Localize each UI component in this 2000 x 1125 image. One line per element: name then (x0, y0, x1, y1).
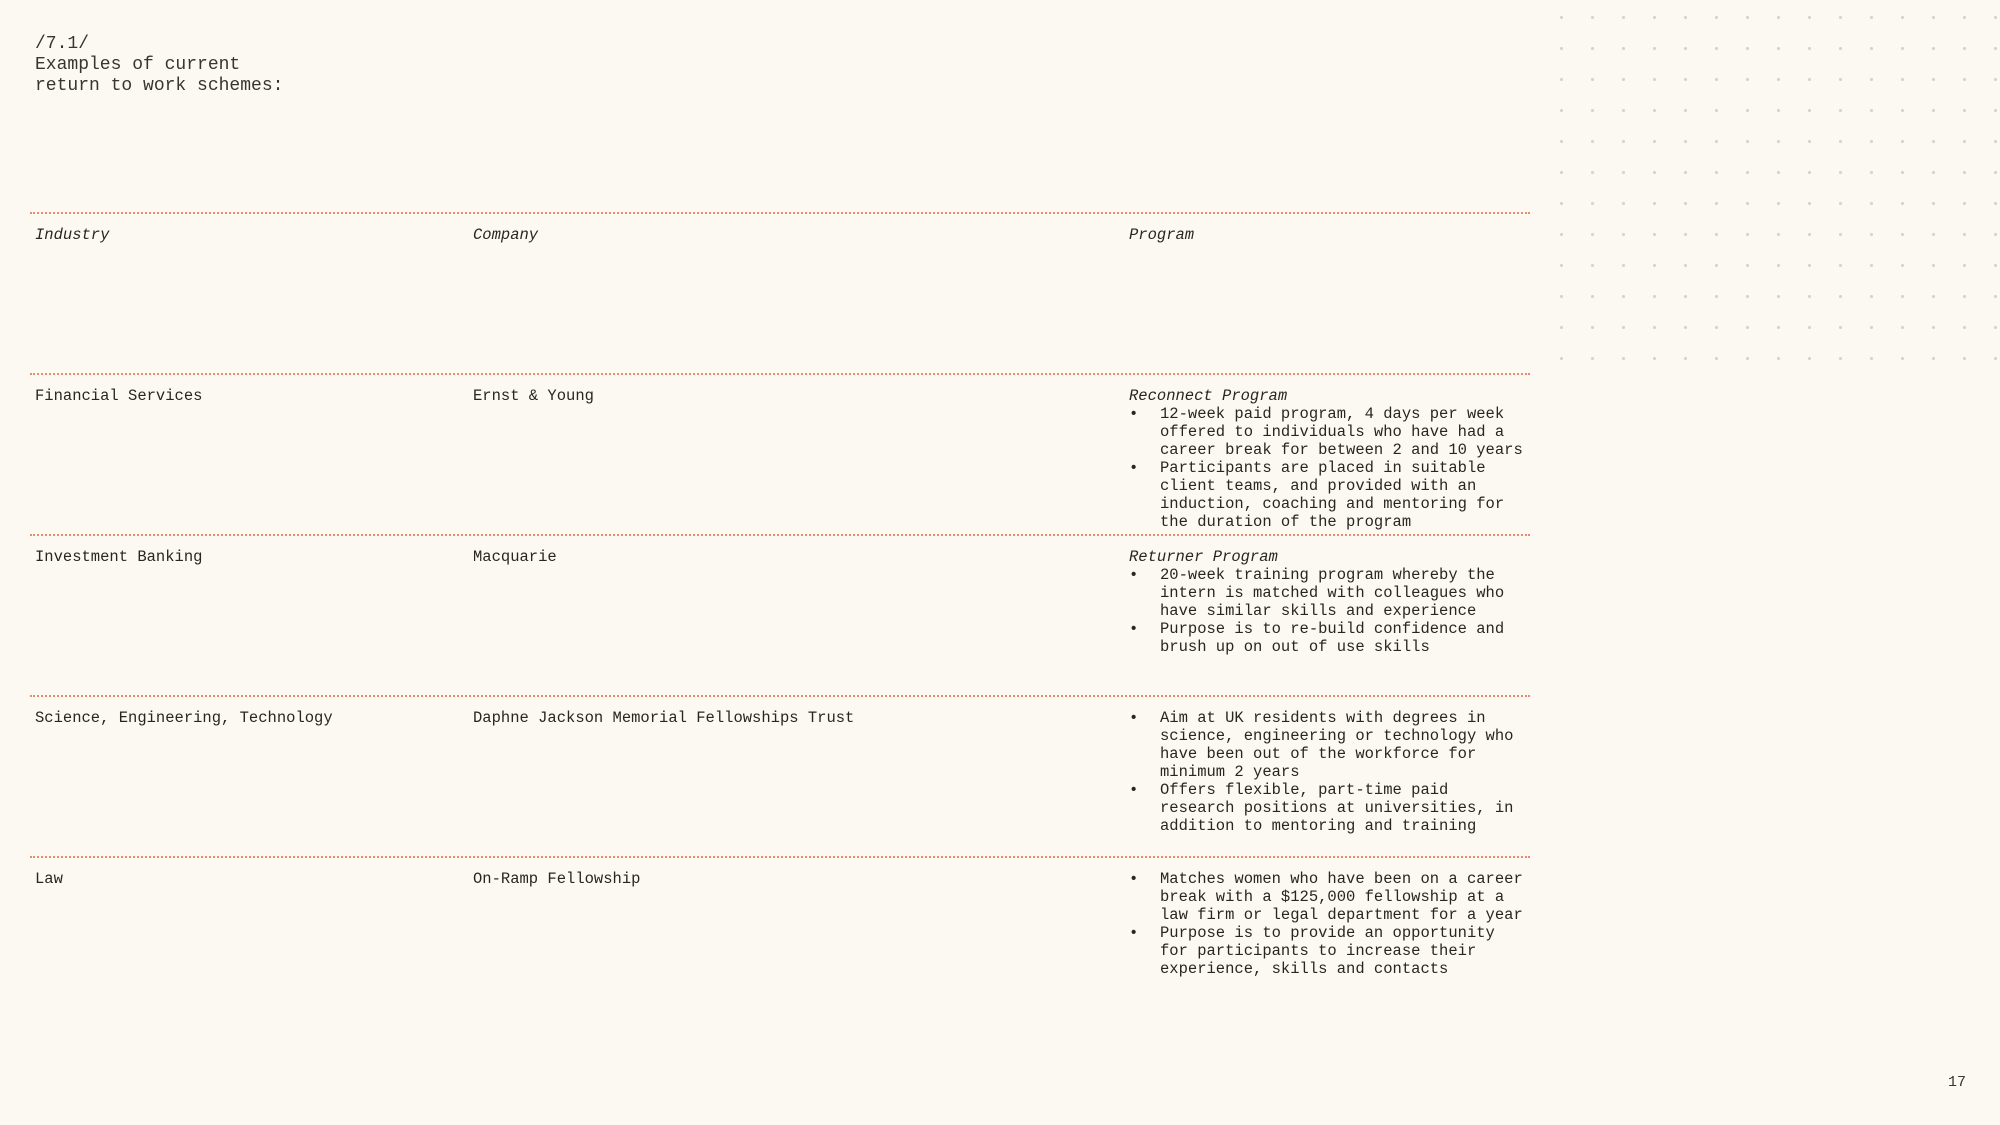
program-bullets (1129, 709, 1529, 835)
company-cell: Daphne Jackson Memorial Fellowships Trust (473, 709, 855, 727)
company-cell: Ernst & Young (473, 387, 594, 405)
industry-cell: Science, Engineering, Technology (35, 709, 333, 727)
bullet-item: • Matches women who have been on a career break with a $125,000 fellowship at a law firm or legal department for a year (1129, 870, 1529, 924)
header-company: Company (473, 226, 539, 244)
program-bullets (1129, 405, 1529, 531)
table-row (30, 695, 1530, 856)
section-title-line-2: return to work schemes: (35, 76, 284, 96)
bullet-item: • Offers flexible, part-time paid research positions at universities, in addition to mentoring and training (1129, 781, 1529, 835)
industry-cell: Financial Services (35, 387, 203, 405)
table-header-row (30, 212, 1530, 373)
return-to-work-table (30, 212, 1530, 1017)
program-title: Reconnect Program (1129, 387, 1288, 405)
industry-cell: Investment Banking (35, 548, 203, 566)
company-cell: Macquarie (473, 548, 557, 566)
table-row (30, 856, 1530, 1017)
section-heading (35, 34, 283, 97)
program-cell (1129, 870, 1529, 978)
program-bullets (1129, 566, 1529, 656)
page-number: 17 (1947, 1074, 1966, 1091)
header-program: Program (1129, 226, 1195, 244)
section-number: /7.1/ (35, 34, 90, 54)
company-cell: On-Ramp Fellowship (473, 870, 641, 888)
bullet-item: • Aim at UK residents with degrees in science, engineering or technology who have been out of the workforce for minimum 2 years (1129, 709, 1529, 781)
program-bullets (1129, 870, 1529, 978)
bullet-item: • Purpose is to re-build confidence and brush up on out of use skills (1129, 620, 1529, 656)
table-row (30, 534, 1530, 695)
bullet-item: • Purpose is to provide an opportunity for participants to increase their experience, skills and contacts (1129, 924, 1529, 978)
bullet-item: • 20-week training program whereby the intern is matched with colleagues who have similar skills and experience (1129, 566, 1529, 620)
program-title: Returner Program (1129, 548, 1278, 566)
table-row (30, 373, 1530, 534)
bullet-item: • Participants are placed in suitable client teams, and provided with an induction, coaching and mentoring for the duration of the program (1129, 459, 1529, 531)
program-cell (1129, 548, 1529, 656)
program-cell (1129, 709, 1529, 835)
program-cell (1129, 387, 1529, 531)
bullet-item: • 12-week paid program, 4 days per week offered to individuals who have had a career break for between 2 and 10 years (1129, 405, 1529, 459)
section-title-line-1: Examples of current (35, 55, 241, 75)
decorative-dot-grid (1538, 0, 1998, 380)
industry-cell: Law (35, 870, 63, 888)
header-industry: Industry (35, 226, 110, 244)
